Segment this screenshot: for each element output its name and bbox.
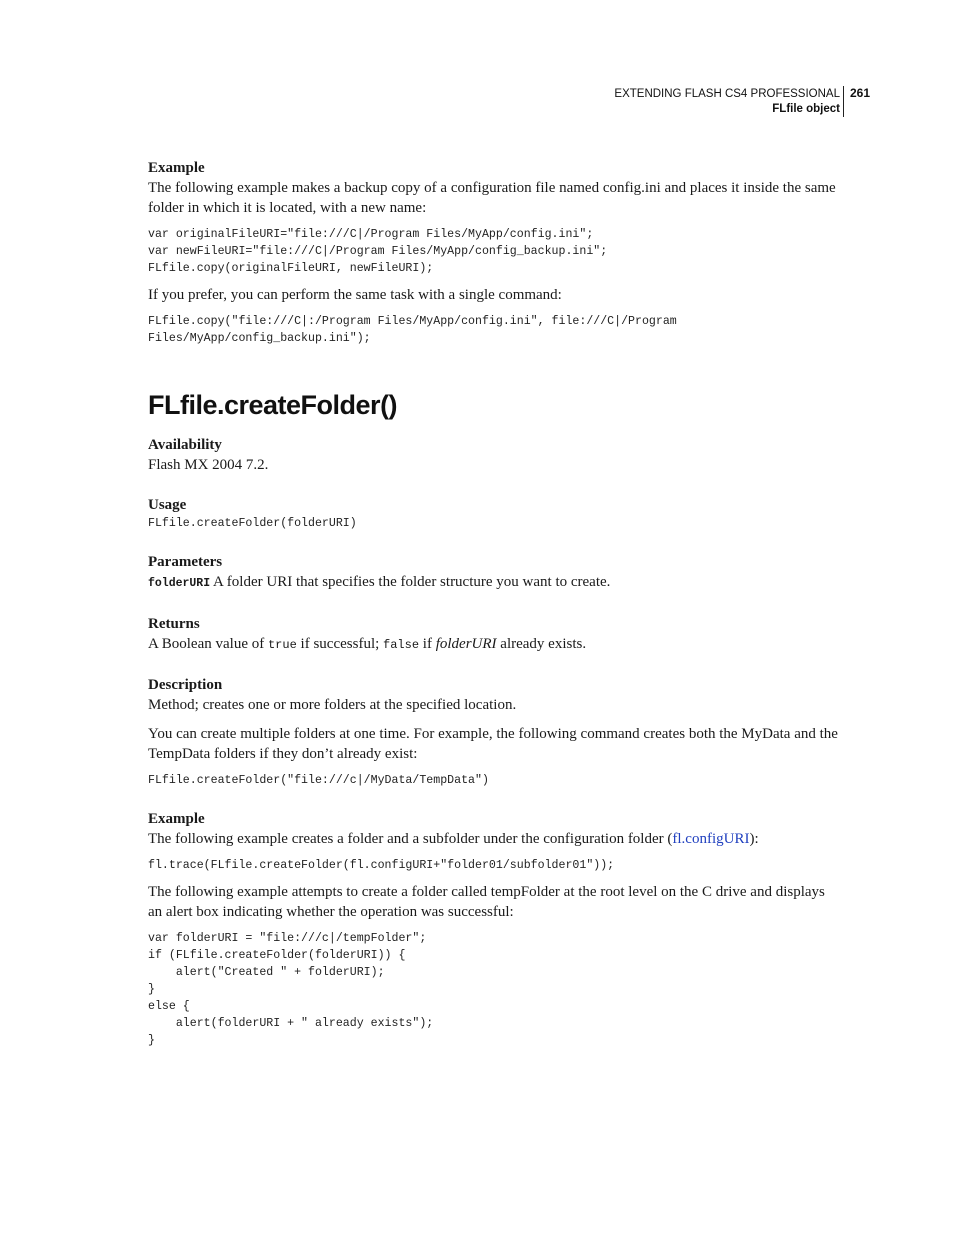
parameter-row [148, 572, 838, 594]
example-text-part: The following example creates a folder and a subfolder under the configuration folder ( [148, 831, 673, 847]
param-italic: folderURI [435, 636, 497, 652]
code-block: var folderURI = "file:///c|/tempFolder"; if (FLfile.createFolder(folderURI)) { alert("Created " + folderURI); } else { alert(folderURI + " already exists"); } [148, 932, 434, 1047]
usage-heading: Usage [148, 497, 187, 513]
returns-heading: Returns [148, 616, 200, 632]
section-title: FLfile object [772, 103, 840, 115]
returns-part: A Boolean value of [148, 636, 268, 652]
true-keyword: true [267, 638, 297, 652]
example-text [148, 829, 838, 849]
example-text-part: ): [749, 831, 759, 847]
description-heading: Description [148, 677, 223, 693]
book-title: EXTENDING FLASH CS4 PROFESSIONAL [614, 88, 840, 100]
usage-code: FLfile.createFolder(folderURI) [148, 517, 357, 530]
example-heading: Example [148, 160, 205, 176]
main-content [148, 158, 838, 1049]
example-intro: The following example makes a backup copy of a configuration file named config.ini and places it inside the same folder in which it is located, with a new name: [148, 180, 836, 216]
parameters-heading: Parameters [148, 554, 223, 570]
parameter-desc: A folder URI that specifies the folder structure you want to create. [210, 574, 611, 590]
returns-part: if successful; [296, 636, 384, 652]
example-text: The following example attempts to create a folder called tempFolder at the root level on the C drive and displays an alert box indicating whether the operation was successful: [148, 884, 825, 920]
configuri-link[interactable]: fl.configURI [672, 831, 750, 847]
returns-text [148, 634, 838, 655]
description-text: You can create multiple folders at one time. For example, the following command creates both the MyData and the TempData folders if they don’t already exist: [148, 726, 838, 762]
code-block: fl.trace(FLfile.createFolder(fl.configURI+"folder01/subfolder01")); [148, 859, 615, 872]
returns-part: if [419, 636, 436, 652]
example-alt-text: If you prefer, you can perform the same task with a single command: [148, 287, 562, 303]
page-title: FLfile.createFolder() [148, 390, 398, 420]
page-number: 261 [850, 86, 871, 100]
returns-part: already exists. [496, 636, 587, 652]
false-keyword: false [383, 638, 420, 652]
running-header [614, 87, 840, 117]
availability-heading: Availability [148, 437, 222, 453]
code-block: var originalFileURI="file:///C|/Program Files/MyApp/config.ini"; var newFileURI="file:///C|/Program Files/MyApp/config_backup.ini"; FLfile.copy(originalFileURI, newFileURI); [148, 228, 608, 275]
code-block: FLfile.createFolder("file:///c|/MyData/TempData") [148, 774, 489, 787]
availability-text: Flash MX 2004 7.2. [148, 457, 269, 473]
header-divider [843, 86, 844, 117]
code-block: FLfile.copy("file:///C|:/Program Files/MyApp/config.ini", file:///C|/Program Files/MyApp/config_backup.ini"); [148, 315, 677, 345]
description-text: Method; creates one or more folders at the specified location. [148, 697, 517, 713]
example-heading: Example [148, 811, 205, 827]
parameter-name: folderURI [148, 577, 211, 590]
